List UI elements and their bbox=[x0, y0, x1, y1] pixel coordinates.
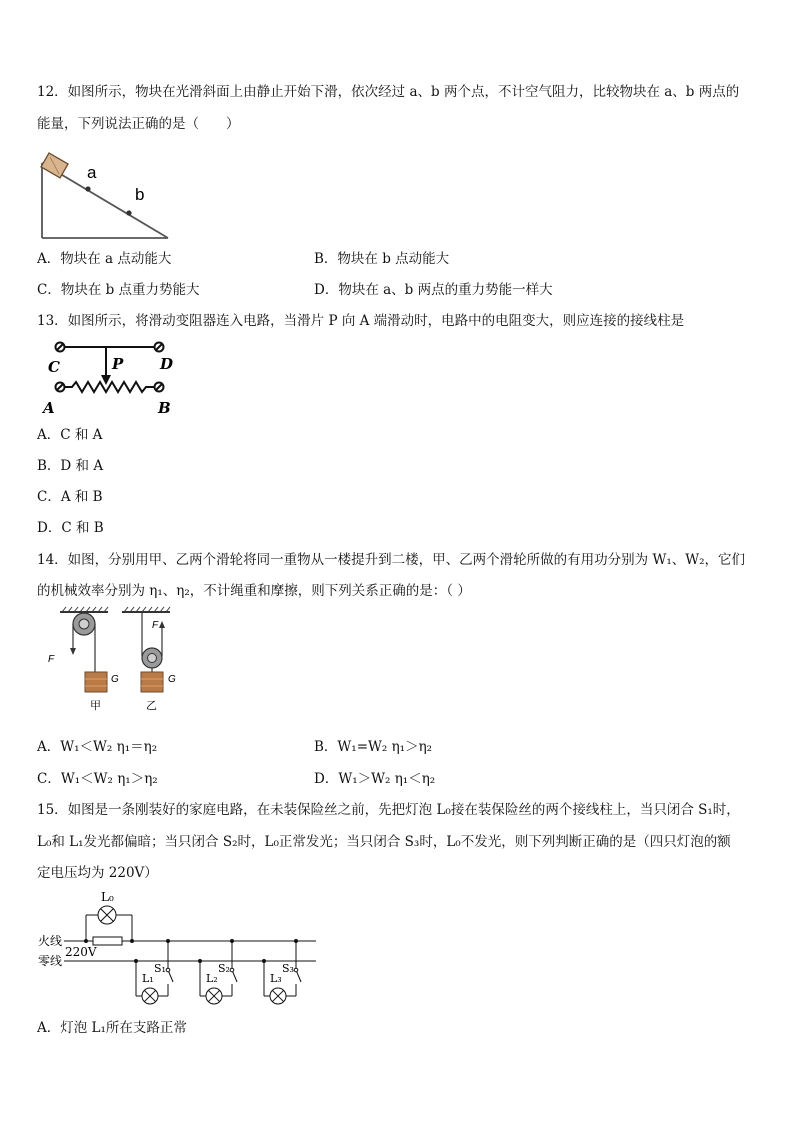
label-voltage: 220V bbox=[65, 945, 97, 959]
q14-option-d: D．W₁＞W₂ η₁＜η₂ bbox=[314, 771, 436, 787]
q12-option-d: D．物块在 a、b 两点的重力势能一样大 bbox=[314, 282, 553, 298]
label-jia: 甲 bbox=[90, 699, 101, 712]
slider-arrow-icon bbox=[101, 375, 111, 385]
q14-pulley-figure bbox=[40, 606, 200, 716]
label-g-yi: G bbox=[168, 674, 176, 685]
fixed-pulley-jia bbox=[60, 607, 108, 692]
switch-s1 bbox=[166, 968, 170, 972]
q15-household-circuit-figure bbox=[36, 886, 326, 1016]
label-p: P bbox=[112, 355, 124, 373]
label-live-wire: 火线 bbox=[38, 934, 63, 948]
point-b bbox=[126, 210, 131, 215]
label-a: A bbox=[43, 399, 55, 417]
q12-stem-line1: 12．如图所示，物块在光滑斜面上由静止开始下滑，依次经过 a、b 两个点，不计空气阻力，比较物块在 a、b 两点的 bbox=[37, 84, 740, 100]
q12-incline-figure bbox=[38, 143, 178, 243]
label-l1: L₁ bbox=[142, 972, 154, 985]
force-arrow-jia-icon bbox=[70, 648, 76, 655]
label-s1: S₁ bbox=[154, 962, 166, 975]
label-g-jia: G bbox=[111, 674, 119, 685]
label-s3: S₃ bbox=[282, 962, 294, 975]
label-l3: L₃ bbox=[270, 972, 282, 985]
switch-s2 bbox=[230, 968, 234, 972]
q15-stem-line1: 15．如图是一条刚装好的家庭电路，在未装保险丝之前，先把灯泡 L₀接在装保险丝的两个接线柱上，当只闭合 S₁时， bbox=[37, 802, 740, 818]
movable-pulley-yi bbox=[122, 607, 170, 692]
fuse-terminals bbox=[93, 937, 122, 945]
q12-option-a: A．物块在 a 点动能大 bbox=[37, 251, 172, 267]
q14-stem-line1: 14．如图，分别用甲、乙两个滑轮将同一重物从一楼提升到二楼，甲、乙两个滑轮所做的有用功分别为 W₁、W₂，它们 bbox=[37, 552, 746, 568]
label-a: a bbox=[87, 163, 97, 182]
q14-option-b: B．W₁=W₂ η₁＞η₂ bbox=[314, 739, 433, 755]
label-f-yi: F bbox=[152, 620, 159, 631]
label-l0: L₀ bbox=[101, 890, 114, 904]
q14-option-c: C．W₁＜W₂ η₁＞η₂ bbox=[37, 771, 158, 787]
q13-option-c: C．A 和 B bbox=[37, 489, 103, 505]
q14-option-a: A．W₁＜W₂ η₁＝η₂ bbox=[37, 739, 158, 755]
q13-option-a: A．C 和 A bbox=[37, 427, 103, 443]
point-a bbox=[85, 186, 90, 191]
q12-option-b: B．物块在 b 点动能大 bbox=[314, 251, 450, 267]
label-b: B bbox=[158, 399, 171, 417]
q15-stem-line3: 定电压均为 220V） bbox=[37, 865, 158, 881]
q14-stem-line2: 的机械效率分别为 η₁、η₂，不计绳重和摩擦，则下列关系正确的是：（ ） bbox=[37, 583, 471, 599]
label-d: D bbox=[160, 355, 174, 373]
sliding-block bbox=[41, 153, 68, 178]
label-yi: 乙 bbox=[146, 699, 157, 712]
q12-option-c: C．物块在 b 点重力势能大 bbox=[37, 282, 200, 298]
resistance-coil bbox=[65, 382, 155, 392]
q13-rheostat-figure bbox=[40, 337, 200, 422]
switch-s3 bbox=[294, 968, 298, 972]
label-neutral-wire: 零线 bbox=[38, 954, 63, 968]
label-c: C bbox=[48, 358, 60, 376]
label-l2: L₂ bbox=[206, 972, 218, 985]
label-s2: S₂ bbox=[218, 962, 230, 975]
q12-stem-line2: 能量，下列说法正确的是（ ） bbox=[37, 116, 240, 132]
q15-stem-line2: L₀和 L₁发光都偏暗；当只闭合 S₂时，L₀正常发光；当只闭合 S₃时，L₀不发光，则下列判断正确的是（四只灯泡的额 bbox=[37, 834, 731, 850]
q13-option-d: D．C 和 B bbox=[37, 520, 104, 536]
label-f-jia: F bbox=[48, 654, 55, 665]
q15-option-a: A．灯泡 L₁所在支路正常 bbox=[37, 1020, 187, 1036]
q13-stem: 13．如图所示，将滑动变阻器连入电路，当滑片 P 向 A 端滑动时，电路中的电阻变大，则应连接的接线柱是 bbox=[37, 313, 685, 329]
q13-option-b: B．D 和 A bbox=[37, 458, 104, 474]
force-arrow-yi-icon bbox=[159, 621, 165, 628]
label-b: b bbox=[135, 185, 145, 204]
